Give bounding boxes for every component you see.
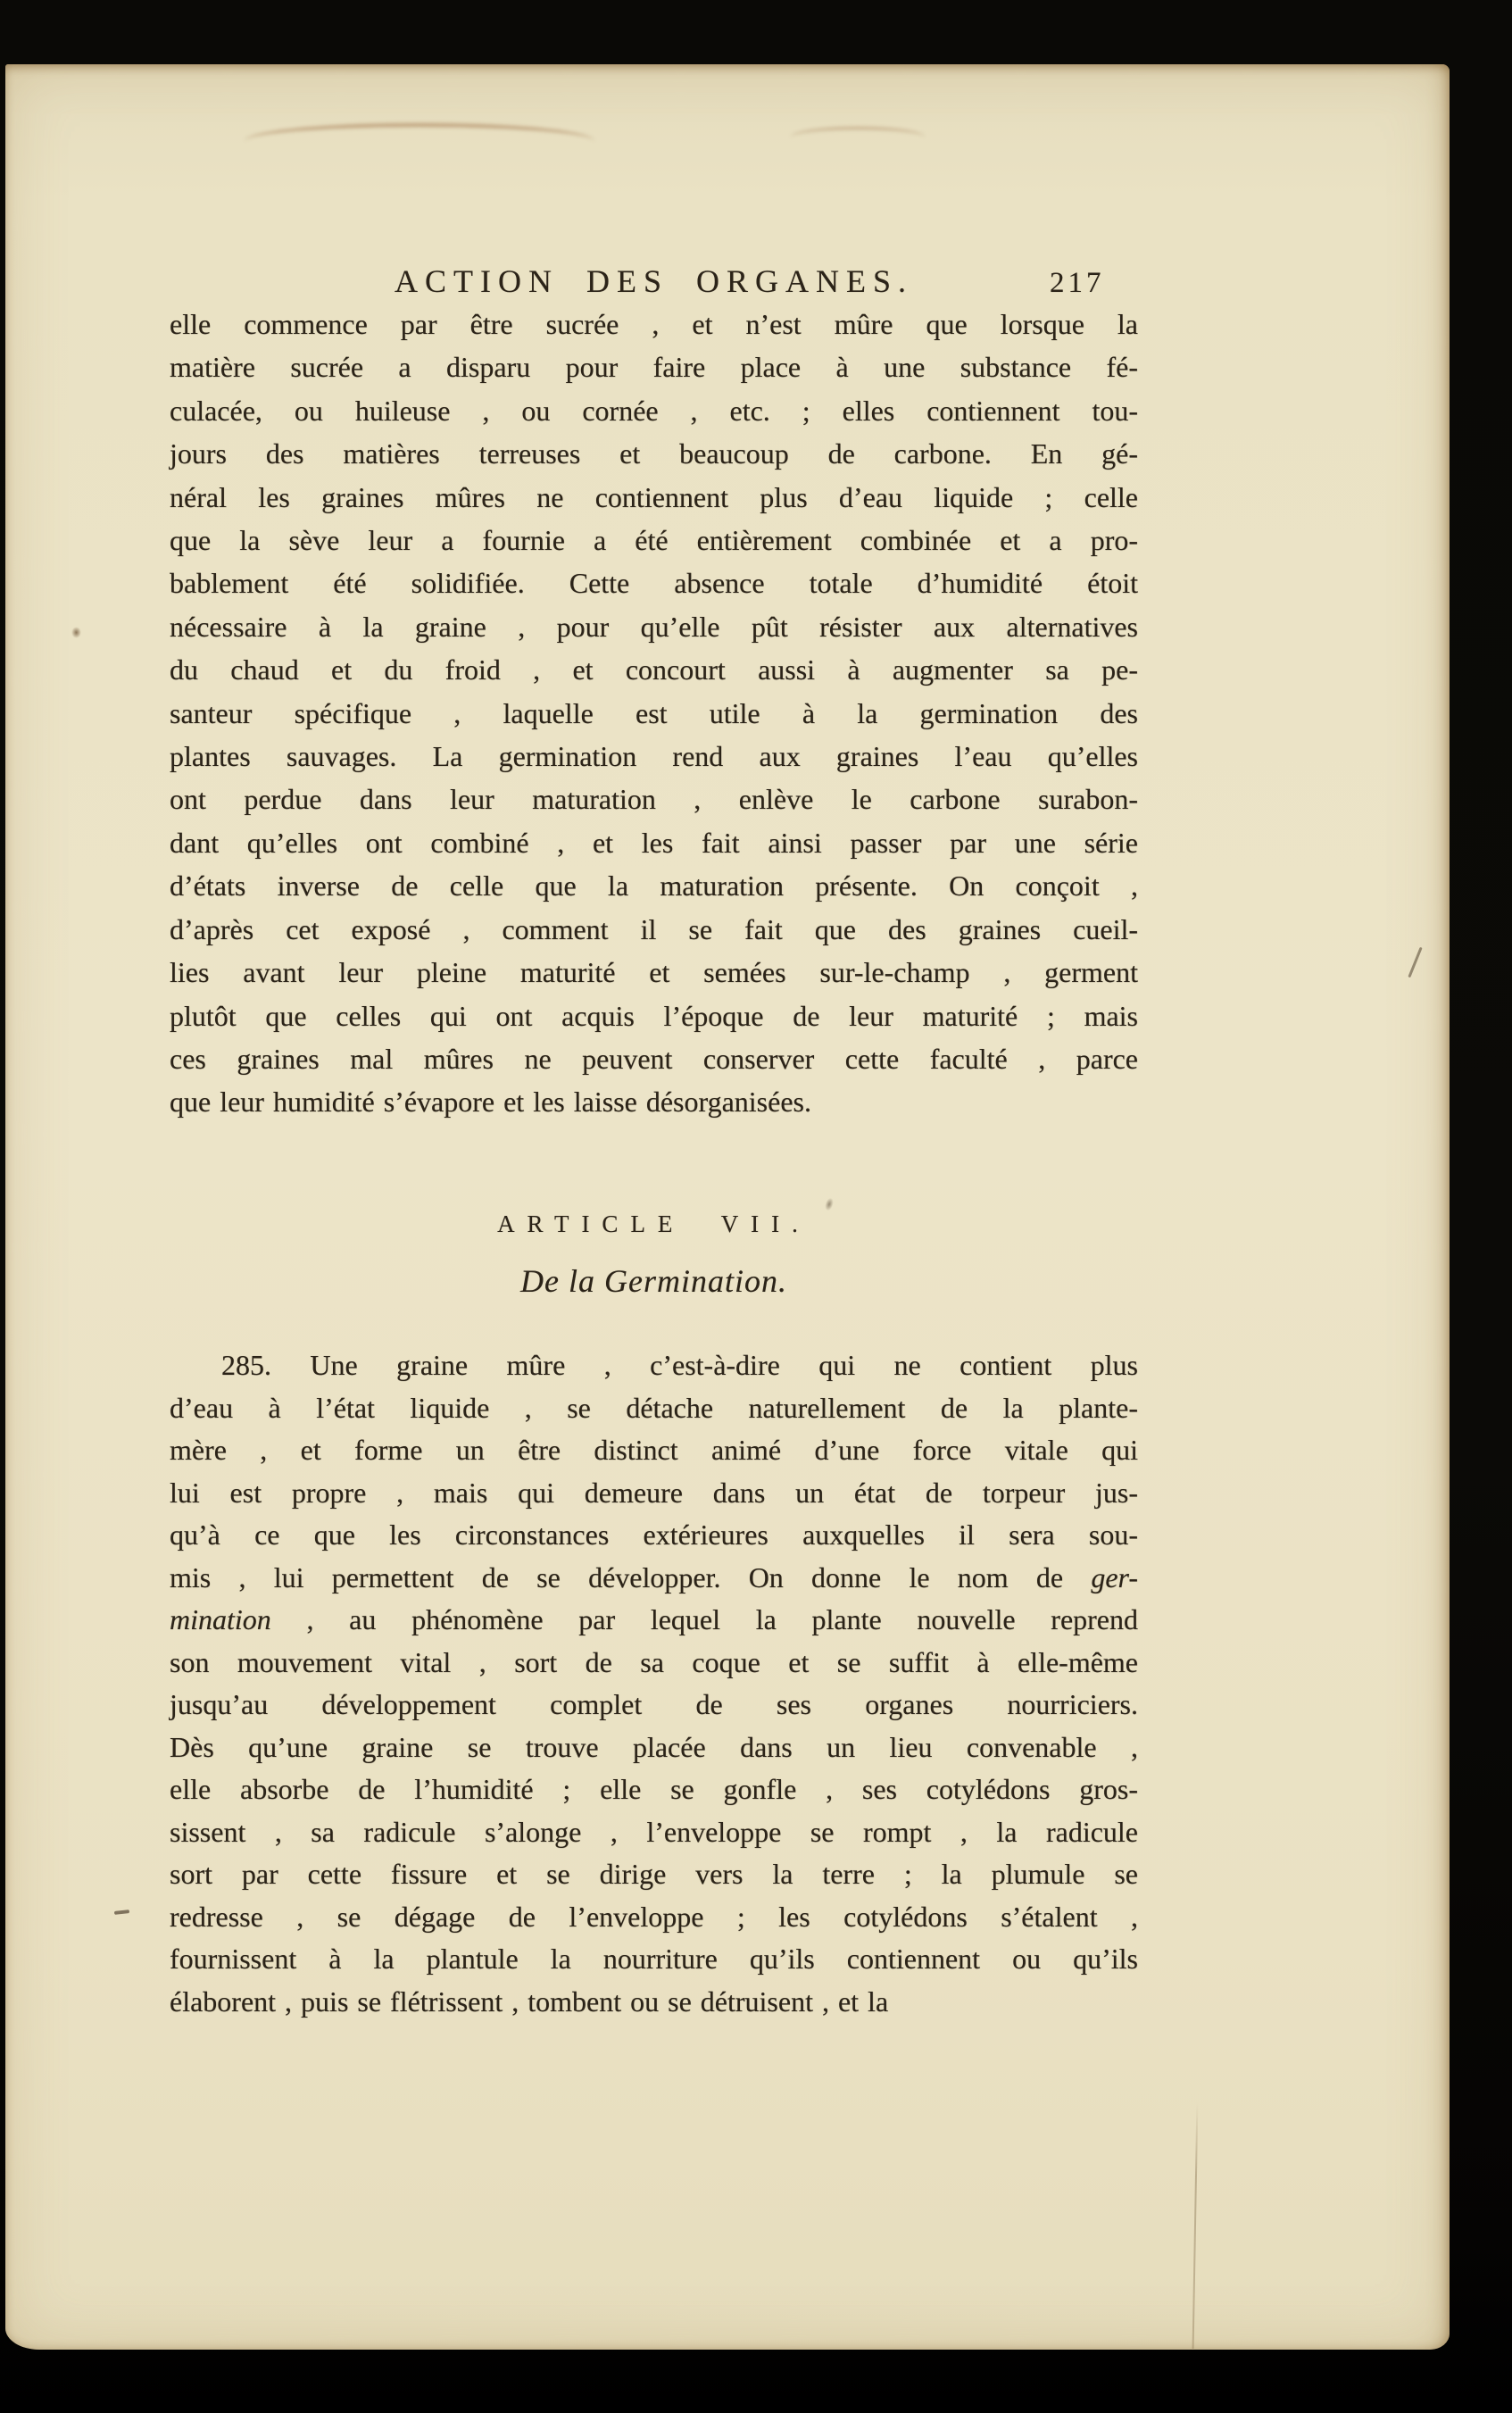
text-line: qu’à ce que les circonstances extérieures auxquelles il sera sou- bbox=[170, 1519, 1138, 1551]
article-title: De la Germination. bbox=[520, 1263, 787, 1299]
text-line: elle absorbe de l’humidité ; elle se gonfle , ses cotylédons gros- bbox=[170, 1773, 1138, 1805]
text-line: nécessaire à la graine , pour qu’elle pût résister aux alternatives bbox=[170, 610, 1138, 643]
text-line: elle commence par être sucrée , et n’est mûre que lorsque la bbox=[170, 308, 1138, 340]
article-heading: ARTICLE VII. bbox=[497, 1211, 810, 1237]
text-line: Dès qu’une graine se trouve placée dans un lieu convenable , bbox=[170, 1730, 1138, 1763]
text-line: redresse , se dégage de l’enveloppe ; les cotylédons s’étalent , bbox=[170, 1900, 1138, 1933]
text-line: lies avant leur pleine maturité et semées sur-le-champ , germent bbox=[170, 956, 1138, 989]
text-line: fournissent à la plantule la nourriture qu’ils contiennent ou qu’ils bbox=[170, 1943, 1138, 1975]
text-line: mination , au phénomène par lequel la plante nouvelle reprend bbox=[170, 1603, 1138, 1635]
text-line: dant qu’elles ont combiné , et les fait ainsi passer par une série bbox=[170, 826, 1138, 859]
paragraph bbox=[170, 303, 1138, 1124]
text-line: mis , lui permettent de se développer. On donne le nom de ger- bbox=[170, 1560, 1138, 1593]
text-line: ont perdue dans leur maturation , enlève le carbone surabon- bbox=[170, 783, 1138, 816]
text-line: que leur humidité s’évapore et les laisse désorganisées. bbox=[170, 1086, 811, 1119]
text-line: d’états inverse de celle que la maturation présente. On conçoit , bbox=[170, 870, 1138, 903]
text-line: jours des matières terreuses et beaucoup de carbone. En gé- bbox=[170, 437, 1138, 470]
text-line: plantes sauvages. La germination rend aux graines l’eau qu’elles bbox=[170, 740, 1138, 773]
text-line: bablement été solidifiée. Cette absence totale d’humidité étoit bbox=[170, 567, 1138, 600]
text-line: santeur spécifique , laquelle est utile à la germination des bbox=[170, 696, 1138, 729]
page-number: 217 bbox=[1050, 267, 1105, 299]
paragraph bbox=[170, 1344, 1138, 2023]
text-line: sissent , sa radicule s’alonge , l’enveloppe se rompt , la radicule bbox=[170, 1815, 1138, 1848]
text-line: plutôt que celles qui ont acquis l’époque de leur maturité ; mais bbox=[170, 999, 1138, 1032]
text-line: jusqu’au développement complet de ses organes nourriciers. bbox=[170, 1688, 1138, 1720]
text-line: 285. Une graine mûre , c’est-à-dire qui ne contient plus bbox=[221, 1349, 1138, 1381]
text-line: mère , et forme un être distinct animé d’une force vitale qui bbox=[170, 1434, 1138, 1466]
text-line: élaborent , puis se flétrissent , tombent ou se détruisent , et la bbox=[170, 1984, 889, 2018]
text-line: ces graines mal mûres ne peuvent conserver cette faculté , parce bbox=[170, 1042, 1138, 1075]
text-line: son mouvement vital , sort de sa coque et se suffit à elle-même bbox=[170, 1645, 1138, 1678]
text-line: d’après cet exposé , comment il se fait que des graines cueil- bbox=[170, 912, 1138, 945]
text-line: néral les graines mûres ne contiennent plus d’eau liquide ; celle bbox=[170, 480, 1138, 513]
text-line: lui est propre , mais qui demeure dans un état de torpeur jus- bbox=[170, 1476, 1138, 1509]
text-line: sort par cette fissure et se dirige vers la terre ; la plumule se bbox=[170, 1858, 1138, 1890]
text-line: du chaud et du froid , et concourt aussi à augmenter sa pe- bbox=[170, 653, 1138, 686]
text-line: matière sucrée a disparu pour faire place à une substance fé- bbox=[170, 351, 1138, 384]
running-header: ACTION DES ORGANES. bbox=[394, 263, 913, 299]
text-line: culacée, ou huileuse , ou cornée , etc. ; elles contiennent tou- bbox=[170, 394, 1138, 427]
text-line: que la sève leur a fournie a été entièrement combinée et a pro- bbox=[170, 524, 1138, 557]
text-line: d’eau à l’état liquide , se détache naturellement de la plante- bbox=[170, 1391, 1138, 1424]
